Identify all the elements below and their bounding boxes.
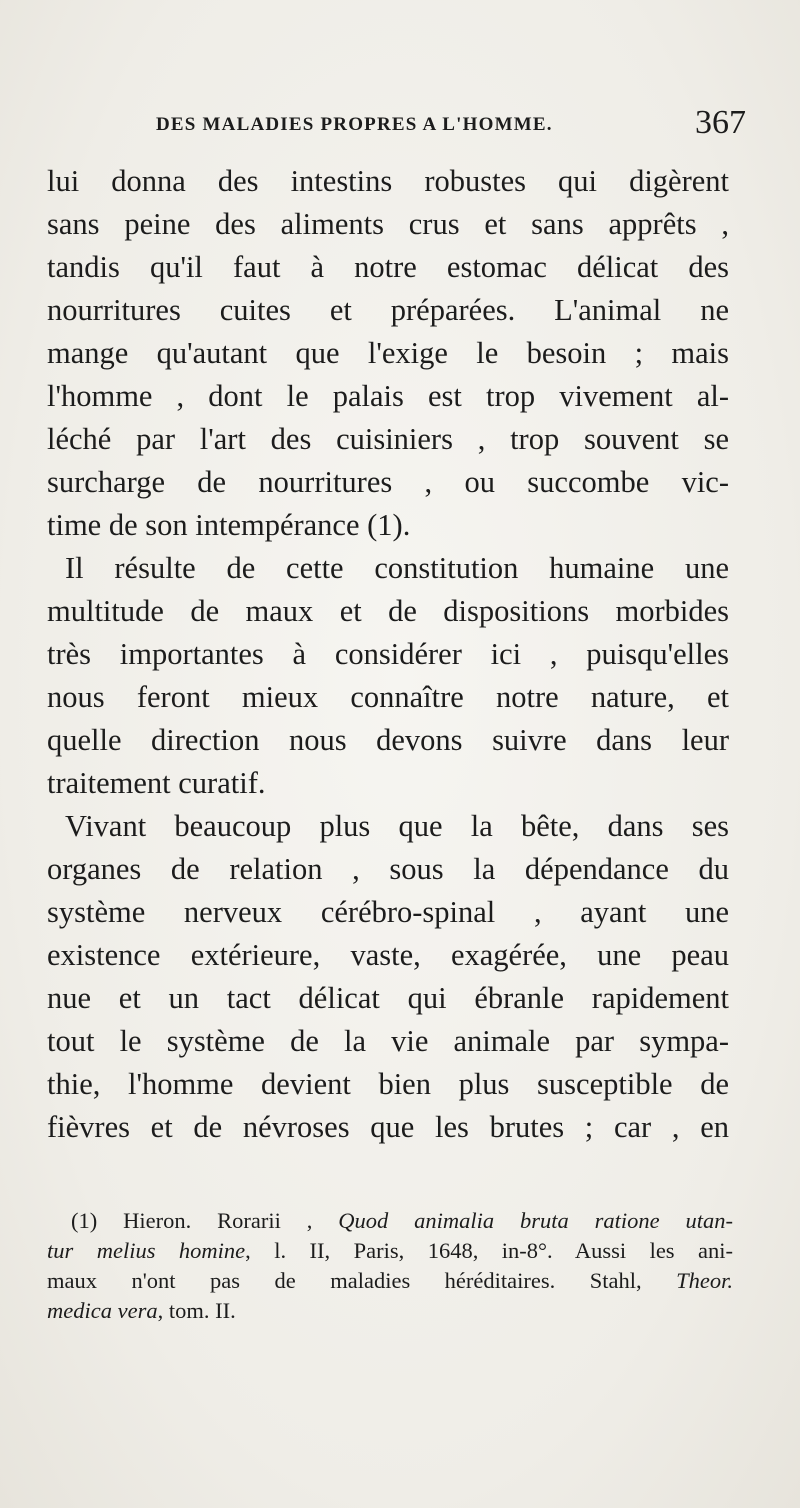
footnote-line	[47, 1296, 733, 1326]
text-line: nous feront mieux connaître notre nature, et	[47, 680, 729, 714]
text-line: multitude de maux et de dispositions morbides	[47, 594, 729, 628]
text-line: tandis qu'il faut à notre estomac délicat des	[47, 250, 729, 284]
footnote-title: tur melius homine	[47, 1238, 246, 1263]
page-header	[156, 104, 746, 154]
page-number: 367	[695, 104, 746, 141]
footnote-line	[47, 1206, 733, 1236]
text-line: lui donna des intestins robustes qui digèrent	[47, 164, 729, 198]
text-line: système nerveux cérébro-spinal , ayant une	[47, 895, 729, 929]
text-line: très importantes à considérer ici , puisqu'elles	[47, 637, 729, 671]
text-line: Vivant beaucoup plus que la bête, dans ses	[65, 809, 729, 843]
text-line: nue et un tact délicat qui ébranle rapidement	[47, 981, 729, 1015]
text-line: surcharge de nourritures , ou succombe vic-	[47, 465, 729, 499]
running-head: DES MALADIES PROPRES A L'HOMME.	[156, 114, 553, 135]
text-line: mange qu'autant que l'exige le besoin ; mais	[47, 336, 729, 370]
body-text	[47, 160, 729, 1149]
footnote-title: Quod animalia bruta ratione utan-	[338, 1208, 734, 1233]
footnote-text: , l. II, Paris, 1648, in-8°. Aussi les ani-	[245, 1238, 733, 1263]
footnote-text: , tom. II.	[157, 1298, 236, 1323]
footnote-text: (1) Hieron. Rorarii ,	[71, 1208, 339, 1233]
text-line: existence extérieure, vaste, exagérée, une peau	[47, 938, 729, 972]
text-line: léché par l'art des cuisiniers , trop souvent se	[47, 422, 729, 456]
text-line: time de son intempérance (1).	[47, 508, 411, 542]
text-line: organes de relation , sous la dépendance du	[47, 852, 729, 886]
text-line: l'homme , dont le palais est trop vivement al-	[47, 379, 729, 413]
text-line: quelle direction nous devons suivre dans leur	[47, 723, 729, 757]
footnote-text: maux n'ont pas de maladies héréditaires. Stahl,	[47, 1268, 677, 1293]
footnote-title: Theor.	[676, 1268, 733, 1293]
footnote	[47, 1206, 733, 1326]
text-line: fièvres et de névroses que les brutes ; car , en	[47, 1110, 729, 1144]
footnote-line	[47, 1266, 733, 1296]
text-line: thie, l'homme devient bien plus susceptible de	[47, 1067, 729, 1101]
text-line: sans peine des aliments crus et sans apprêts ,	[47, 207, 729, 241]
text-line: nourritures cuites et préparées. L'animal ne	[47, 293, 729, 327]
text-line: traitement curatif.	[47, 766, 266, 800]
text-line: tout le système de la vie animale par sympa-	[47, 1024, 729, 1058]
text-line: Il résulte de cette constitution humaine une	[65, 551, 729, 585]
footnote-title: medica vera	[47, 1298, 158, 1323]
footnote-line	[47, 1236, 733, 1266]
